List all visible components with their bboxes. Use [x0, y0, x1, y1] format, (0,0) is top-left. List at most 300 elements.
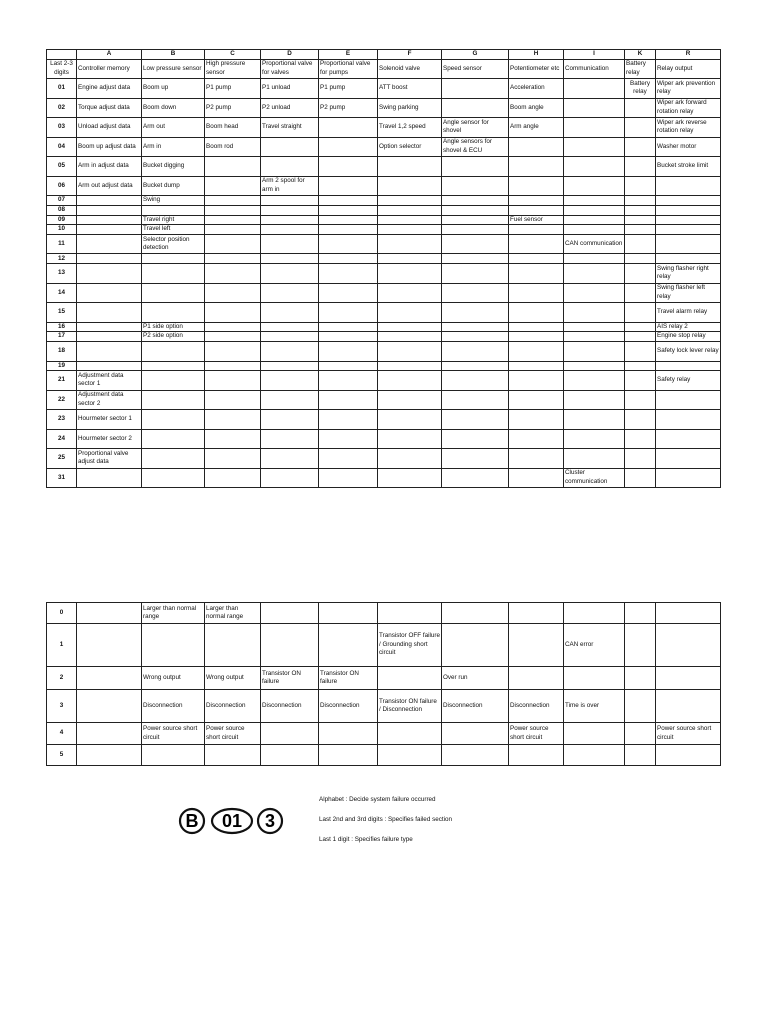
table-cell [77, 332, 142, 342]
table-row [47, 332, 721, 342]
table-cell: ATT boost [378, 79, 442, 99]
table-cell: Power source short circuit [509, 723, 564, 745]
table-cell [625, 196, 656, 206]
table-cell: P2 unload [261, 98, 319, 118]
table-cell [261, 723, 319, 745]
table-cell [378, 196, 442, 206]
table-cell [509, 137, 564, 157]
table-cell [625, 603, 656, 624]
table-cell [656, 234, 721, 254]
table-cell: Travel left [142, 225, 205, 235]
table-cell: Bucket dump [142, 176, 205, 196]
table-cell [378, 371, 442, 391]
table-cell [142, 205, 205, 215]
table-row [47, 322, 721, 332]
table-cell: Over run [442, 667, 509, 690]
table-cell [77, 342, 142, 362]
table-cell [261, 342, 319, 362]
table-cell [442, 745, 509, 766]
table-cell [625, 176, 656, 196]
table-cell: Transistor ON failure / Disconnection [378, 690, 442, 723]
table-cell [142, 429, 205, 449]
row-code: 13 [47, 264, 77, 284]
table-cell [442, 603, 509, 624]
table-cell [378, 410, 442, 430]
table-cell: Disconnection [319, 690, 378, 723]
table-cell [442, 410, 509, 430]
row-code: 15 [47, 303, 77, 323]
table-cell [564, 118, 625, 138]
digits-header: Last 2-3 digits [47, 59, 77, 79]
column-letter: R [656, 50, 721, 60]
table-cell [625, 205, 656, 215]
row-code: 17 [47, 332, 77, 342]
row-code: 4 [47, 723, 77, 745]
table-cell [261, 390, 319, 410]
table-row [47, 157, 721, 177]
table-cell [625, 322, 656, 332]
table-cell [509, 225, 564, 235]
table-cell: Larger than normal range [142, 603, 205, 624]
table-cell [656, 624, 721, 667]
table-cell [625, 667, 656, 690]
table-cell: Boom head [205, 118, 261, 138]
table-cell [261, 603, 319, 624]
table-cell [261, 332, 319, 342]
table-cell: Travel right [142, 215, 205, 225]
table-cell [205, 745, 261, 766]
table-cell: Boom up adjust data [77, 137, 142, 157]
table-cell [625, 157, 656, 177]
table-cell [442, 254, 509, 264]
table-cell [564, 254, 625, 264]
table-cell [442, 429, 509, 449]
table-cell [77, 361, 142, 371]
table-cell [205, 254, 261, 264]
table-cell [509, 342, 564, 362]
row-code: 03 [47, 118, 77, 138]
table-cell: Adjustment data sector 2 [77, 390, 142, 410]
table-cell [656, 390, 721, 410]
table-cell: Travel 1,2 speed [378, 118, 442, 138]
table-cell: P2 side option [142, 332, 205, 342]
table-cell [509, 176, 564, 196]
table-row [47, 624, 721, 667]
column-header: Controller memory [77, 59, 142, 79]
column-header: Communication [564, 59, 625, 79]
table-cell: Transistor OFF failure / Grounding short circuit [378, 624, 442, 667]
table-cell [77, 303, 142, 323]
table-cell [509, 196, 564, 206]
row-code: 22 [47, 390, 77, 410]
table-cell [656, 361, 721, 371]
table-cell: Transistor ON failure [319, 667, 378, 690]
table-cell [625, 342, 656, 362]
table-cell [205, 449, 261, 469]
table-row [47, 283, 721, 303]
table-cell [564, 390, 625, 410]
table-cell: Travel straight [261, 118, 319, 138]
column-letter: H [509, 50, 564, 60]
row-code: 24 [47, 429, 77, 449]
table-cell [378, 322, 442, 332]
table-cell [142, 361, 205, 371]
table-cell [261, 361, 319, 371]
table-cell [205, 234, 261, 254]
table-row [47, 215, 721, 225]
table-cell [142, 410, 205, 430]
column-header: Proportional valve for valves [261, 59, 319, 79]
table-row [47, 723, 721, 745]
table-cell [378, 234, 442, 254]
table-cell: Wiper ark prevention relay [656, 79, 721, 99]
table-cell: Travel alarm relay [656, 303, 721, 323]
table-cell: Washer motor [656, 137, 721, 157]
table-cell: Arm out [142, 118, 205, 138]
table-row [47, 303, 721, 323]
table-cell [509, 624, 564, 667]
table-cell [319, 254, 378, 264]
table-cell [509, 254, 564, 264]
table-cell [442, 283, 509, 303]
table-cell [625, 332, 656, 342]
table-cell [625, 98, 656, 118]
table-cell: Boom up [142, 79, 205, 99]
table-cell: P2 pump [319, 98, 378, 118]
row-code: 1 [47, 624, 77, 667]
column-letter: I [564, 50, 625, 60]
table-cell [77, 667, 142, 690]
table-cell [509, 264, 564, 284]
table-cell [77, 254, 142, 264]
table-cell [378, 332, 442, 342]
table-cell [509, 205, 564, 215]
table-cell [564, 723, 625, 745]
corner-cell [47, 50, 77, 60]
table-cell [656, 690, 721, 723]
table-cell [319, 322, 378, 332]
table-cell [142, 624, 205, 667]
table-cell [142, 264, 205, 284]
table-cell [319, 196, 378, 206]
table-cell [142, 254, 205, 264]
table-cell: Cluster communication [564, 468, 625, 488]
table-cell [319, 449, 378, 469]
table-cell [142, 390, 205, 410]
table-cell [319, 390, 378, 410]
table-cell: Hourmeter sector 1 [77, 410, 142, 430]
table-cell: Unload adjust data [77, 118, 142, 138]
row-code: 04 [47, 137, 77, 157]
table-cell [378, 603, 442, 624]
table-cell: P1 side option [142, 322, 205, 332]
table-cell [625, 468, 656, 488]
table-cell [564, 429, 625, 449]
table-cell [509, 303, 564, 323]
table-row [47, 118, 721, 138]
table-cell [378, 667, 442, 690]
table-cell [509, 449, 564, 469]
table-cell [509, 283, 564, 303]
row-code: 06 [47, 176, 77, 196]
table-row [47, 342, 721, 362]
table-cell: Larger than normal range [205, 603, 261, 624]
table-cell [205, 303, 261, 323]
table-cell [205, 157, 261, 177]
row-code: 11 [47, 234, 77, 254]
table-cell [205, 205, 261, 215]
table-cell [77, 624, 142, 667]
column-header: Potentiometer etc [509, 59, 564, 79]
row-code: 25 [47, 449, 77, 469]
table-cell [442, 176, 509, 196]
table-row [47, 79, 721, 99]
table-cell [261, 137, 319, 157]
table-cell [77, 283, 142, 303]
table-row [47, 371, 721, 391]
table-cell [442, 303, 509, 323]
table-cell [656, 468, 721, 488]
table-cell: Arm 2 spool for arm in [261, 176, 319, 196]
table-cell [625, 283, 656, 303]
table-cell: P1 pump [319, 79, 378, 99]
table-cell [205, 196, 261, 206]
table-cell [261, 449, 319, 469]
table-cell [509, 667, 564, 690]
table-cell [378, 390, 442, 410]
table-cell [656, 254, 721, 264]
legend-alphabet: Alphabet : Decide system failure occurred [319, 796, 436, 803]
table-cell [509, 745, 564, 766]
table-cell: Boom rod [205, 137, 261, 157]
table-cell [261, 234, 319, 254]
table-cell: Power source short circuit [142, 723, 205, 745]
table-cell [656, 603, 721, 624]
table-cell [442, 79, 509, 99]
table-cell [564, 667, 625, 690]
table-cell: Battery relay [625, 79, 656, 99]
table-cell [319, 410, 378, 430]
table-cell [261, 205, 319, 215]
table-cell [378, 361, 442, 371]
table-cell [261, 157, 319, 177]
table-cell [656, 745, 721, 766]
table-cell [442, 390, 509, 410]
code-digits: 01 [221, 811, 243, 831]
table-cell [261, 196, 319, 206]
table-cell [656, 205, 721, 215]
table-cell [77, 196, 142, 206]
table-cell: Safety lock lever relay [656, 342, 721, 362]
table-cell [319, 215, 378, 225]
table-cell: Swing [142, 196, 205, 206]
table-cell [319, 371, 378, 391]
table-cell [625, 390, 656, 410]
table-row [47, 449, 721, 469]
table-cell [319, 603, 378, 624]
table-cell [509, 603, 564, 624]
table-cell [564, 283, 625, 303]
table-row [47, 667, 721, 690]
row-code: 19 [47, 361, 77, 371]
table-cell [77, 745, 142, 766]
table-cell [142, 745, 205, 766]
table-cell [625, 215, 656, 225]
table-cell [656, 429, 721, 449]
table-cell: Safety relay [656, 371, 721, 391]
table-cell [442, 205, 509, 215]
table-cell [564, 196, 625, 206]
table-cell: Arm in [142, 137, 205, 157]
table-row [47, 390, 721, 410]
column-letter: D [261, 50, 319, 60]
table-cell [564, 449, 625, 469]
table-cell [142, 342, 205, 362]
table-cell [625, 264, 656, 284]
row-code: 07 [47, 196, 77, 206]
table-cell [205, 322, 261, 332]
row-code: 10 [47, 225, 77, 235]
table-cell [564, 303, 625, 323]
table-cell [261, 410, 319, 430]
table-cell [564, 225, 625, 235]
table-cell: Swing flasher right relay [656, 264, 721, 284]
row-code: 3 [47, 690, 77, 723]
table-cell [319, 361, 378, 371]
table-cell [509, 468, 564, 488]
table-cell: Fuel sensor [509, 215, 564, 225]
table-cell [625, 723, 656, 745]
table-cell [205, 468, 261, 488]
table-cell [142, 449, 205, 469]
table-cell [442, 157, 509, 177]
column-header: Low pressure sensor [142, 59, 205, 79]
table-cell [261, 371, 319, 391]
table-cell [509, 332, 564, 342]
table-cell [142, 371, 205, 391]
row-code: 08 [47, 205, 77, 215]
table-cell [142, 283, 205, 303]
table-cell [261, 468, 319, 488]
table-cell [442, 449, 509, 469]
table-cell [77, 603, 142, 624]
row-code: 05 [47, 157, 77, 177]
column-letter: K [625, 50, 656, 60]
table-row [47, 410, 721, 430]
table-cell [378, 283, 442, 303]
row-code: 0 [47, 603, 77, 624]
table-cell [142, 303, 205, 323]
table-cell: Arm out adjust data [77, 176, 142, 196]
table-cell [564, 176, 625, 196]
code-last-digit: 3 [264, 811, 276, 831]
table-row [47, 603, 721, 624]
table-cell [77, 264, 142, 284]
table-cell [77, 234, 142, 254]
row-code: 21 [47, 371, 77, 391]
table-cell [77, 225, 142, 235]
table-cell [625, 624, 656, 667]
table-cell: Angle sensor for shovel [442, 118, 509, 138]
table-cell [625, 410, 656, 430]
column-letter: C [205, 50, 261, 60]
column-letter: G [442, 50, 509, 60]
table-cell [378, 429, 442, 449]
column-letter: A [77, 50, 142, 60]
table-row [47, 176, 721, 196]
table-cell [564, 332, 625, 342]
table-cell [319, 205, 378, 215]
table-cell: Arm angle [509, 118, 564, 138]
table-cell: Angle sensors for shovel & ECU [442, 137, 509, 157]
table-cell [625, 254, 656, 264]
table-cell [625, 303, 656, 323]
table-row [47, 137, 721, 157]
table-cell: Power source short circuit [656, 723, 721, 745]
table-row [47, 468, 721, 488]
table-cell [564, 215, 625, 225]
table-cell [261, 215, 319, 225]
row-code: 16 [47, 322, 77, 332]
table-cell [77, 215, 142, 225]
row-code: 09 [47, 215, 77, 225]
table-cell [625, 361, 656, 371]
table-row [47, 429, 721, 449]
column-header: Relay output [656, 59, 721, 79]
table-cell [378, 176, 442, 196]
table-cell [509, 322, 564, 332]
row-code: 14 [47, 283, 77, 303]
table-cell: Proportional valve adjust data [77, 449, 142, 469]
table-cell [378, 225, 442, 235]
table-cell [625, 225, 656, 235]
table-cell: CAN communication [564, 234, 625, 254]
table-cell: Engine adjust data [77, 79, 142, 99]
table-cell [442, 723, 509, 745]
table-cell: Wrong output [142, 667, 205, 690]
table-cell [319, 723, 378, 745]
table-cell [319, 176, 378, 196]
table-cell: Transistor ON failure [261, 667, 319, 690]
column-header-row [47, 59, 721, 79]
table-cell [564, 603, 625, 624]
table-cell: Wiper ark forward rotation relay [656, 98, 721, 118]
table-cell: Wrong output [205, 667, 261, 690]
table-cell: AIS relay 2 [656, 322, 721, 332]
table-cell: Acceleration [509, 79, 564, 99]
table-cell [656, 410, 721, 430]
table-cell [564, 264, 625, 284]
table-cell [656, 225, 721, 235]
table-row [47, 98, 721, 118]
table-cell [442, 332, 509, 342]
table-row [47, 205, 721, 215]
table-row [47, 745, 721, 766]
table-cell [564, 79, 625, 99]
row-code: 18 [47, 342, 77, 362]
table-cell [564, 410, 625, 430]
code-letter: B [185, 811, 199, 831]
table-cell [442, 624, 509, 667]
table-cell [205, 624, 261, 667]
table-cell [77, 205, 142, 215]
table-cell: Swing flasher left relay [656, 283, 721, 303]
row-code: 01 [47, 79, 77, 99]
table-cell: Time is over [564, 690, 625, 723]
table-cell: Bucket stroke limit [656, 157, 721, 177]
table-cell [564, 157, 625, 177]
table-cell: Boom down [142, 98, 205, 118]
